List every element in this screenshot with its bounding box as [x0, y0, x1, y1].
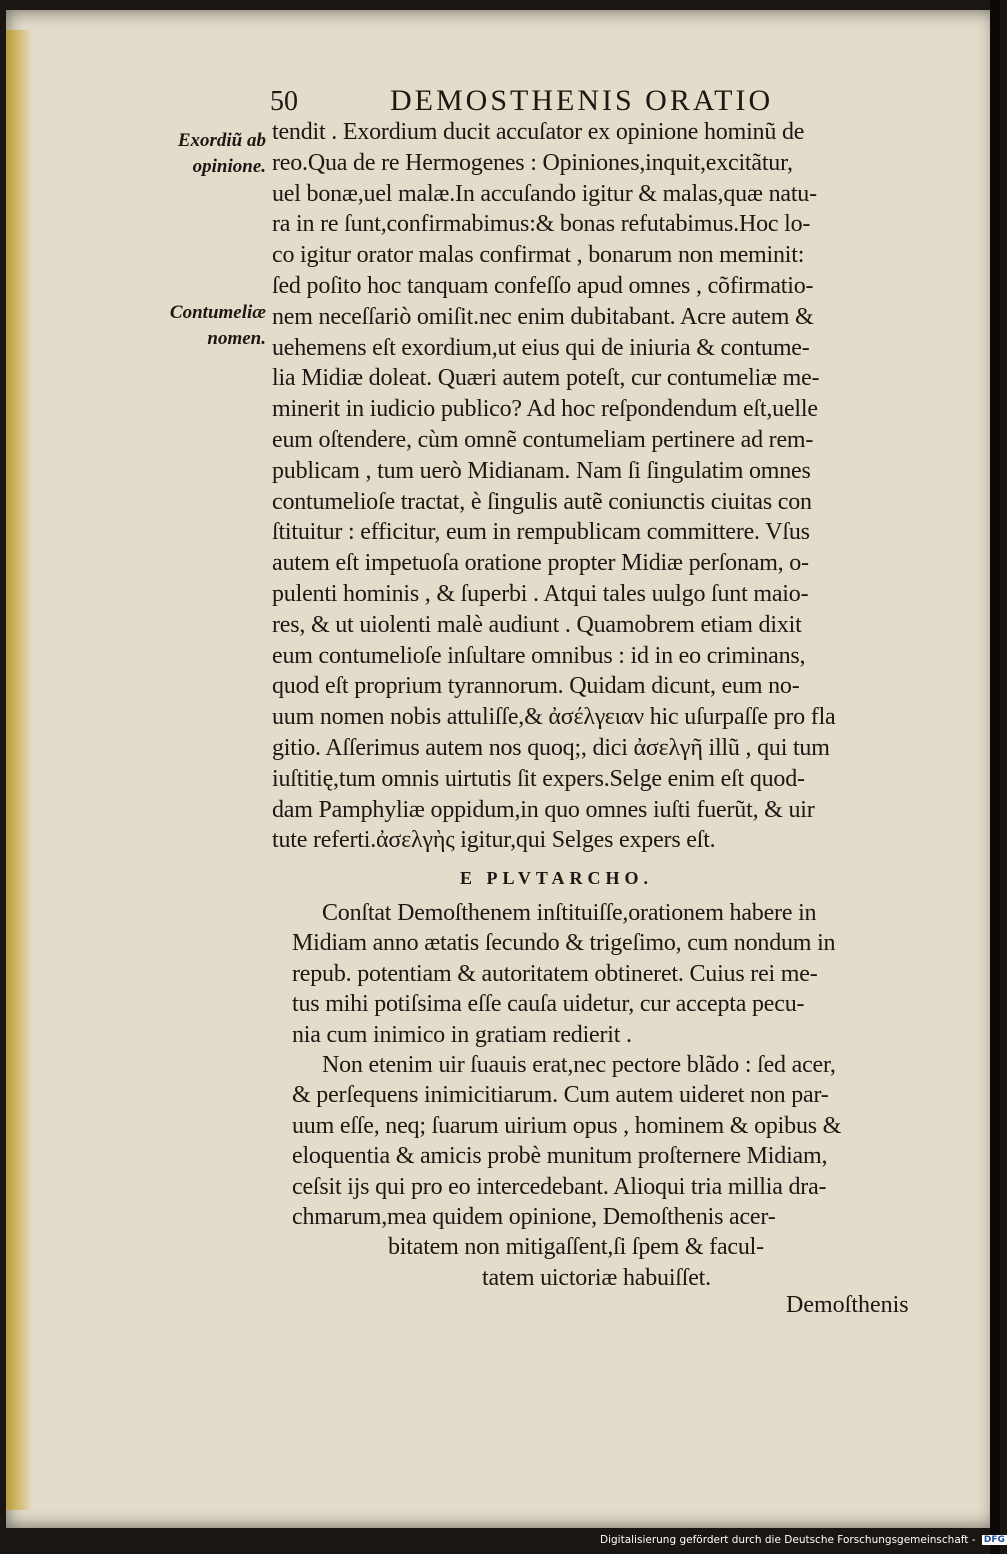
text-line: Midiam anno ætatis ſecundo & trigeſimo, cum nondum in [292, 930, 836, 957]
text-line: ſtituitur : efficitur, eum in rempublicam committere. Vſus [272, 519, 810, 546]
text-line: Non etenim uir ſuauis erat,nec pectore blãdo : ſed acer, [322, 1051, 836, 1078]
text-line: gitio. Aſſerimus autem nos quoq;, dici ἀσελγῆ illũ , qui tum [272, 734, 830, 761]
text-line: nem neceſſariò omiſit.nec enim dubitabant. Acre autem & [272, 303, 814, 330]
text-line: bitatem non mitigaſſent,ſi ſpem & facul- [388, 1234, 764, 1261]
section-heading: E PLVTARCHO. [460, 868, 654, 888]
text-line: res, & ut uiolenti malè audiunt . Quamobrem etiam dixit [272, 611, 802, 638]
text-line: chmarum,mea quidem opinione, Demoſthenis acer- [292, 1203, 776, 1230]
main-text-block [272, 117, 932, 856]
running-title: DEMOSTHENIS ORATIO [390, 84, 774, 117]
text-line: iuſtitię,tum omnis uirtutis ſit expers.Selge enim eſt quod- [272, 765, 805, 792]
binding-edge [990, 0, 1000, 1554]
text-line: eloquentia & amicis probè munitum proſternere Midiam, [292, 1143, 828, 1170]
digitization-footer [600, 1534, 1005, 1552]
text-line: quod eſt proprium tyrannorum. Quidam dicunt, eum no- [272, 673, 800, 700]
text-line: Conſtat Demoſthenem inſtituiſſe,orationem habere in [322, 900, 817, 926]
plutarch-text-block [292, 898, 942, 1293]
catchword: Demoſthenis [786, 1292, 909, 1318]
text-line: tatem uictoriæ habuiſſet. [482, 1264, 711, 1291]
text-line: tute referti.ἀσελγὴς igitur,qui Selges expers eſt. [272, 827, 716, 854]
marginal-note-line: nomen. [207, 328, 266, 349]
marginal-note-line: Contumeliæ [169, 302, 266, 323]
text-line: minerit in iudicio publico? Ad hoc reſpondendum eſt,uelle [272, 396, 818, 423]
text-line: lia Midiæ doleat. Quæri autem poteſt, cur contumeliæ me- [272, 365, 820, 392]
footer-text: Digitalisierung gefördert durch die Deutsche Forschungsgemeinschaft - [600, 1534, 976, 1546]
text-line: eum oſtendere, cùm omnẽ contumeliam pertinere ad rem- [272, 426, 814, 453]
text-line: dam Pamphyliæ oppidum,in quo omnes iuſti fuerũt, & uir [272, 796, 815, 823]
text-line: contumelioſe tractat, è ſingulis autẽ coniunctis ciuitas con [272, 488, 812, 515]
page-edge-shadow [6, 30, 32, 1510]
text-line: tus mihi potiſsima eſſe cauſa uidetur, cur accepta pecu- [292, 991, 805, 1018]
text-line: tendit . Exordium ducit accuſator ex opinione hominũ de [272, 119, 805, 145]
text-line: ceſsit ijs qui pro eo intercedebant. Alioqui tria millia dra- [292, 1173, 827, 1200]
page-header [270, 84, 830, 120]
text-line: uehemens eſt exordium,ut eius qui de iniuria & contume- [272, 334, 810, 361]
text-line: uel bonæ,uel malæ.In accuſando igitur & malas,quæ natu- [272, 180, 817, 207]
marginal-note-line: Exordiũ ab [177, 130, 266, 151]
text-line: reo.Qua de re Hermogenes : Opiniones,inquit,excitãtur, [272, 149, 793, 176]
marginal-note-line: opinione. [192, 156, 266, 177]
text-line: uum eſſe, neq; ſuarum uirium opus , hominem & opibus & [292, 1112, 842, 1139]
text-line: eum contumelioſe inſultare omnibus : id in eo criminans, [272, 642, 806, 669]
page-number: 50 [270, 86, 298, 117]
text-line: co igitur orator malas confirmat , bonarum non meminit: [272, 242, 805, 269]
text-line: ſed poſito hoc tanquam confeſſo apud omnes , cõfirmatio- [272, 272, 814, 299]
text-line: ra in re ſunt,confirmabimus:& bonas refutabimus.Hoc lo- [272, 211, 811, 238]
text-line: & perſequens inimicitiarum. Cum autem uideret non par- [292, 1082, 829, 1109]
text-line: repub. potentiam & autoritatem obtineret. Cuius rei me- [292, 960, 818, 987]
marginal-note-contumeliae [130, 300, 266, 352]
text-line: autem eſt impetuoſa oratione propter Midiæ perſonam, o- [272, 550, 809, 577]
text-line: publicam , tum uerò Midianam. Nam ſi ſingulatim omnes [272, 457, 811, 484]
marginal-note-exordium [130, 128, 266, 180]
text-line: nia cum inimico in gratiam redierit . [292, 1021, 632, 1048]
dfg-logo: DFG [983, 1535, 1005, 1545]
text-line: uum nomen nobis attuliſſe,& ἀσέλγειαν hic uſurpaſſe pro fla [272, 704, 836, 731]
text-line: pulenti hominis , & ſuperbi . Atqui tales uulgo ſunt maio- [272, 580, 809, 607]
